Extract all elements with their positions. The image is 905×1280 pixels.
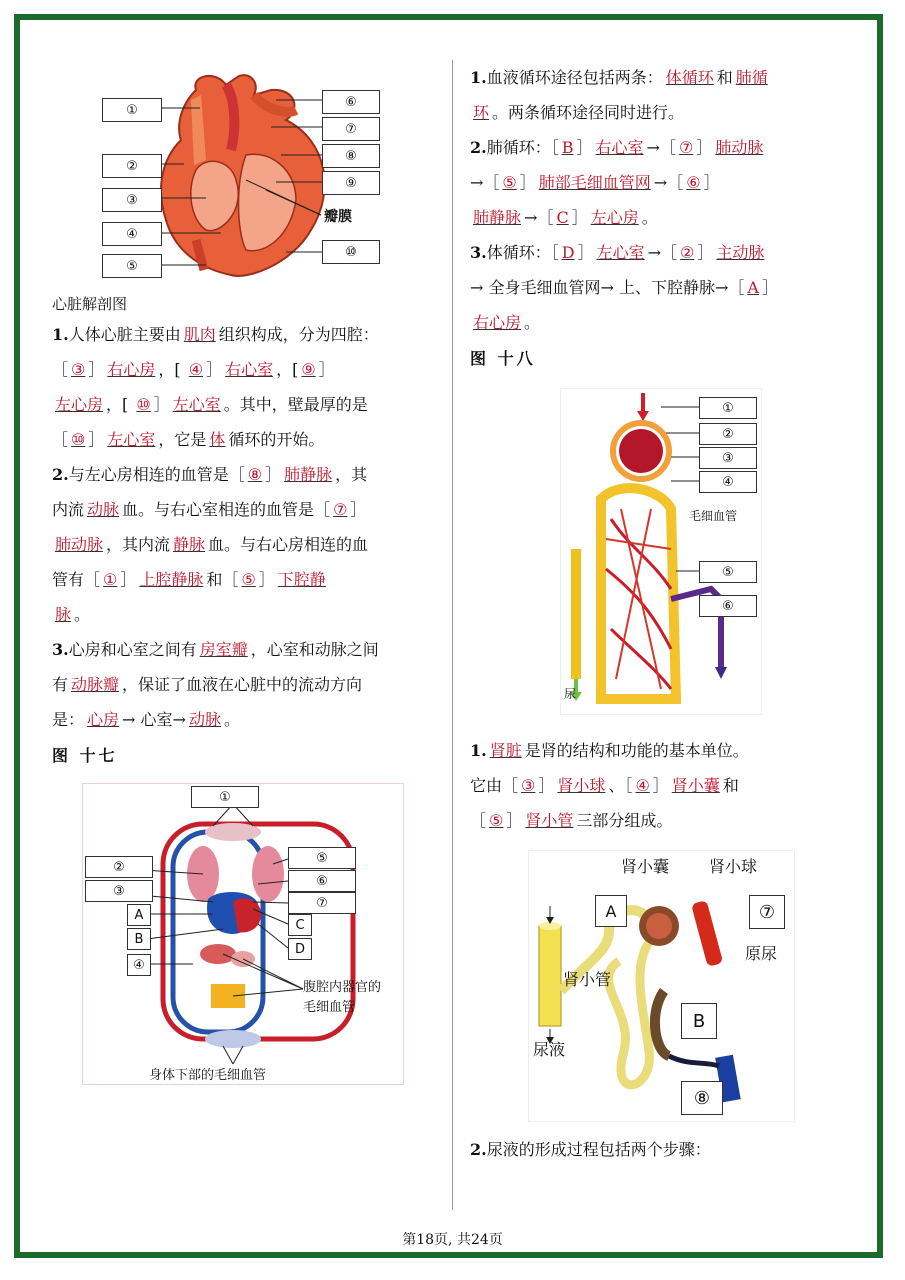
nephron-label-B: B xyxy=(681,1003,717,1039)
heart-question-1: 1.人体心脏主要由 肌肉 组织构成，分为四腔： ［ ③ ］ 右心房 ，[ ④ ］ 右心室 ，[ ⑨ ］ 左心房 ，[ ⑩ ］ 左心室 。其中，壁最厚的是 ［ ⑩ ］ 左心室 ，它是 体 循环的开始。 xyxy=(52,325,379,449)
answer-num: ② xyxy=(680,243,695,262)
q-text: 。 xyxy=(524,313,541,332)
q-text: 管有 xyxy=(52,570,85,589)
q-text: 有 xyxy=(52,675,69,694)
organ-caption-line1: 腹腔内器官的 xyxy=(303,980,382,995)
fig17-label-A: A xyxy=(127,904,151,926)
fig17-label-C: C xyxy=(288,914,312,936)
q-text: 和 xyxy=(206,570,223,589)
answer: 肺动脉 xyxy=(55,535,104,554)
circulation-question-3: 3.体循环：［ D ］ 左心室 →［ ② ］ 主动脉 → 全身毛细血管网→ 上、下腔静脉→［ A ］ 右心房 。 xyxy=(470,243,778,332)
kidney-question-1: 1. 肾脏 是肾的结构和功能的基本单位。 它由［ ③ ］ 肾小球 、［ ④ ］ 肾小囊 和 ［ ⑤ ］ 肾小管 三部分组成。 xyxy=(470,741,749,830)
kidney-question-2 xyxy=(470,1132,860,1167)
answer: 脉 xyxy=(55,605,72,624)
fig17-label-B: B xyxy=(127,928,151,950)
fig17-label-4: ④ xyxy=(127,954,151,976)
answer-num: ⑩ xyxy=(71,430,86,449)
nephron-capsule-label: 肾小囊 xyxy=(621,857,670,876)
valve-label: 瓣膜 xyxy=(324,209,352,225)
answer: 上腔静脉 xyxy=(139,570,204,589)
heart-question-2: 2.与左心房相连的血管是［ ⑧ ］ 肺静脉 ，其 内流 动脉 血。与右心室相连的血管是［ ⑦ ］ 肺动脉 ，其内流 静脉 血。与右心房相连的血 管有［ ① ］ 上腔静脉 和［ ⑤ ］ 下腔静 脉 。 xyxy=(52,465,369,624)
answer-num: A xyxy=(747,278,759,297)
heart-label-2: ② xyxy=(102,154,162,178)
fig18-urine-label: 尿 xyxy=(564,687,577,701)
answer: 右心房 xyxy=(473,313,522,332)
heart-caption: 心脏解剖图 xyxy=(52,295,128,313)
q-text: 组织构成，分为四腔： xyxy=(218,325,379,344)
figure-17-title: 图 十七 xyxy=(52,746,118,765)
heart-label-6: ⑥ xyxy=(322,90,380,114)
answer-num: C xyxy=(556,208,569,227)
right-column xyxy=(470,60,860,1167)
answer-num: ⑨ xyxy=(301,360,316,379)
answer-num: ⑦ xyxy=(678,138,694,157)
answer: 房室瓣 xyxy=(199,640,248,659)
page-number: 第18页, 共24页 xyxy=(402,1232,503,1248)
answer-num: D xyxy=(561,243,575,262)
q-text: 与左心房相连的血管是 xyxy=(68,465,229,484)
answer: 心房 xyxy=(87,710,120,729)
heart-question-3 xyxy=(52,632,437,737)
answer: 左心室 xyxy=(172,395,221,414)
answer: 右心室 xyxy=(595,138,644,157)
q-text: 血液循环途径包括两条： xyxy=(486,68,663,87)
q-num: 3. xyxy=(52,640,69,659)
nephron-raw-urine-label: 原尿 xyxy=(745,944,778,963)
q-num: 1. xyxy=(470,741,487,760)
q-text: 。 xyxy=(641,208,658,227)
answer-num: ① xyxy=(103,570,118,589)
fig17-label-7: ⑦ xyxy=(288,892,356,914)
answer: 下腔静 xyxy=(277,570,326,589)
heart-label-1: ① xyxy=(102,98,162,122)
answer-num: B xyxy=(561,138,574,157)
circulation-question-2: 2.肺循环：［ B ］ 右心室 →［ ⑦ ］ 肺动脉 →［ ⑤ ］ 肺部毛细血管网 →［ ⑥ ］ 肺静脉 →［ C ］ 左心房 。 xyxy=(470,130,860,235)
heart-label-10: ⑩ xyxy=(322,240,380,264)
q-text: → 全身毛细血管网→ 上、下腔静脉→ xyxy=(470,278,729,297)
q-text: 循环的开始。 xyxy=(228,430,325,449)
nephron-urine-label: 尿液 xyxy=(533,1040,566,1059)
answer: 左心室 xyxy=(596,243,645,262)
fig18-label-3: ③ xyxy=(699,447,757,469)
answer: 肾小管 xyxy=(525,811,574,830)
nephron-label-A: A xyxy=(595,895,627,927)
heart-diagram xyxy=(96,70,396,285)
q-text: 心房和心室之间有 xyxy=(68,640,197,659)
q-text: 是： xyxy=(52,710,85,729)
answer: 体循环 xyxy=(665,68,714,87)
answer: 体 xyxy=(209,430,226,449)
answer: 动脉瓣 xyxy=(71,675,120,694)
answer: 左心房 xyxy=(590,208,639,227)
answer-num: ⑤ xyxy=(241,570,256,589)
fig17-bottom-caption: 身体下部的毛细血管 xyxy=(149,1068,267,1083)
circulation-question-1 xyxy=(470,60,860,130)
answer: 肾小球 xyxy=(557,776,606,795)
answer: 肺动脉 xyxy=(715,138,764,157)
answer-num: ⑤ xyxy=(502,173,517,192)
answer: 肺部毛细血管网 xyxy=(538,173,651,192)
fig18-label-4: ④ xyxy=(699,471,757,493)
answer-num: ③ xyxy=(521,776,536,795)
fig18-label-1: ① xyxy=(699,397,757,419)
q-text: 、 xyxy=(608,776,625,795)
answer: 左心房 xyxy=(55,395,104,414)
fig18-label-5: ⑤ xyxy=(699,561,757,583)
q-text: ，其内流 xyxy=(106,535,171,554)
q-text: 三部分组成。 xyxy=(576,811,673,830)
q-text: 。两条循环途径同时进行。 xyxy=(492,103,685,122)
answer-num: ④ xyxy=(188,360,204,379)
nephron-label-7: ⑦ xyxy=(749,895,785,929)
answer: 右心室 xyxy=(225,360,274,379)
heart-label-3: ③ xyxy=(102,188,162,212)
q-text: ，其 xyxy=(335,465,368,484)
nephron-vessel-diagram xyxy=(560,388,762,715)
q-text: 是肾的结构和功能的基本单位。 xyxy=(524,741,749,760)
fig18-label-6: ⑥ xyxy=(699,595,757,617)
answer: 动脉 xyxy=(188,710,221,729)
answer: 静脉 xyxy=(173,535,206,554)
heart-label-9: ⑨ xyxy=(322,171,380,195)
fig17-label-3: ③ xyxy=(85,880,153,902)
q-text: 血。与右心室相连的血管是 xyxy=(122,500,315,519)
q-num: 1. xyxy=(52,325,69,344)
q-num: 2. xyxy=(470,1140,487,1159)
answer: 动脉 xyxy=(87,500,120,519)
figure-18-title: 图 十八 xyxy=(470,349,536,368)
fig17-label-2: ② xyxy=(85,856,153,878)
fig17-label-D: D xyxy=(288,938,312,960)
nephron-glomerulus-label: 肾小球 xyxy=(709,857,758,876)
q-text: 和 xyxy=(716,68,733,87)
answer: 肺循 xyxy=(735,68,768,87)
answer: 肾小囊 xyxy=(671,776,720,795)
left-column xyxy=(52,70,437,1085)
answer: 环 xyxy=(473,103,490,122)
fig18-capillary-label: 毛细血管 xyxy=(689,509,738,523)
answer: 肾脏 xyxy=(489,741,522,760)
q-text: 。 xyxy=(223,710,240,729)
q-num: 1. xyxy=(470,68,487,87)
answer-num: ⑩ xyxy=(136,395,151,414)
q-text: ，保证了血液在心脏中的流动方向 xyxy=(122,675,363,694)
column-divider xyxy=(452,60,453,1210)
heart-label-4: ④ xyxy=(102,222,162,246)
heart-label-8: ⑧ xyxy=(322,144,380,168)
q-text: 血。与右心房相连的血 xyxy=(208,535,369,554)
fig17-label-5: ⑤ xyxy=(288,847,356,869)
q-text: 体循环： xyxy=(486,243,551,262)
q-text: 和 xyxy=(722,776,739,795)
fig17-organ-caption xyxy=(303,978,381,1018)
answer-num: ⑦ xyxy=(333,500,348,519)
q-num: 2. xyxy=(52,465,69,484)
answer-num: ⑤ xyxy=(489,811,504,830)
answer-num: ⑥ xyxy=(686,173,701,192)
q-text: 肺循环： xyxy=(486,138,551,157)
q-text: 人体心脏主要由 xyxy=(68,325,181,344)
answer: 左心室 xyxy=(107,430,156,449)
answer: 肌肉 xyxy=(183,325,216,344)
answer: 肺静脉 xyxy=(473,208,522,227)
answer: 肺静脉 xyxy=(284,465,333,484)
answer: 主动脉 xyxy=(716,243,765,262)
organ-caption-line2: 毛细血管 xyxy=(303,1000,356,1015)
fig17-label-1: ① xyxy=(191,786,259,808)
answer-num: ③ xyxy=(71,360,86,379)
q-text: ，心室和动脉之间 xyxy=(250,640,379,659)
circulation-diagram xyxy=(82,783,404,1085)
q-text: 。 xyxy=(74,605,91,624)
q-text: 尿液的形成过程包括两个步骤： xyxy=(486,1140,711,1159)
q-text: 。其中，壁最厚的是 xyxy=(223,395,368,414)
q-num: 3. xyxy=(470,243,487,262)
answer-num: ⑧ xyxy=(247,465,263,484)
q-text: 内流 xyxy=(52,500,85,519)
q-text: 它由 xyxy=(470,776,503,795)
answer: 右心房 xyxy=(107,360,156,379)
answer-num: ④ xyxy=(635,776,650,795)
fig17-label-6: ⑥ xyxy=(288,870,356,892)
nephron-diagram xyxy=(528,850,795,1122)
nephron-tubule-label: 肾小管 xyxy=(563,970,612,989)
q-num: 2. xyxy=(470,138,487,157)
q-text: → 心室→ xyxy=(122,710,186,729)
heart-label-7: ⑦ xyxy=(322,117,380,141)
heart-label-5: ⑤ xyxy=(102,254,162,278)
q-text: ，它是 xyxy=(158,430,207,449)
fig18-label-2: ② xyxy=(699,423,757,445)
nephron-label-8: ⑧ xyxy=(681,1081,723,1115)
